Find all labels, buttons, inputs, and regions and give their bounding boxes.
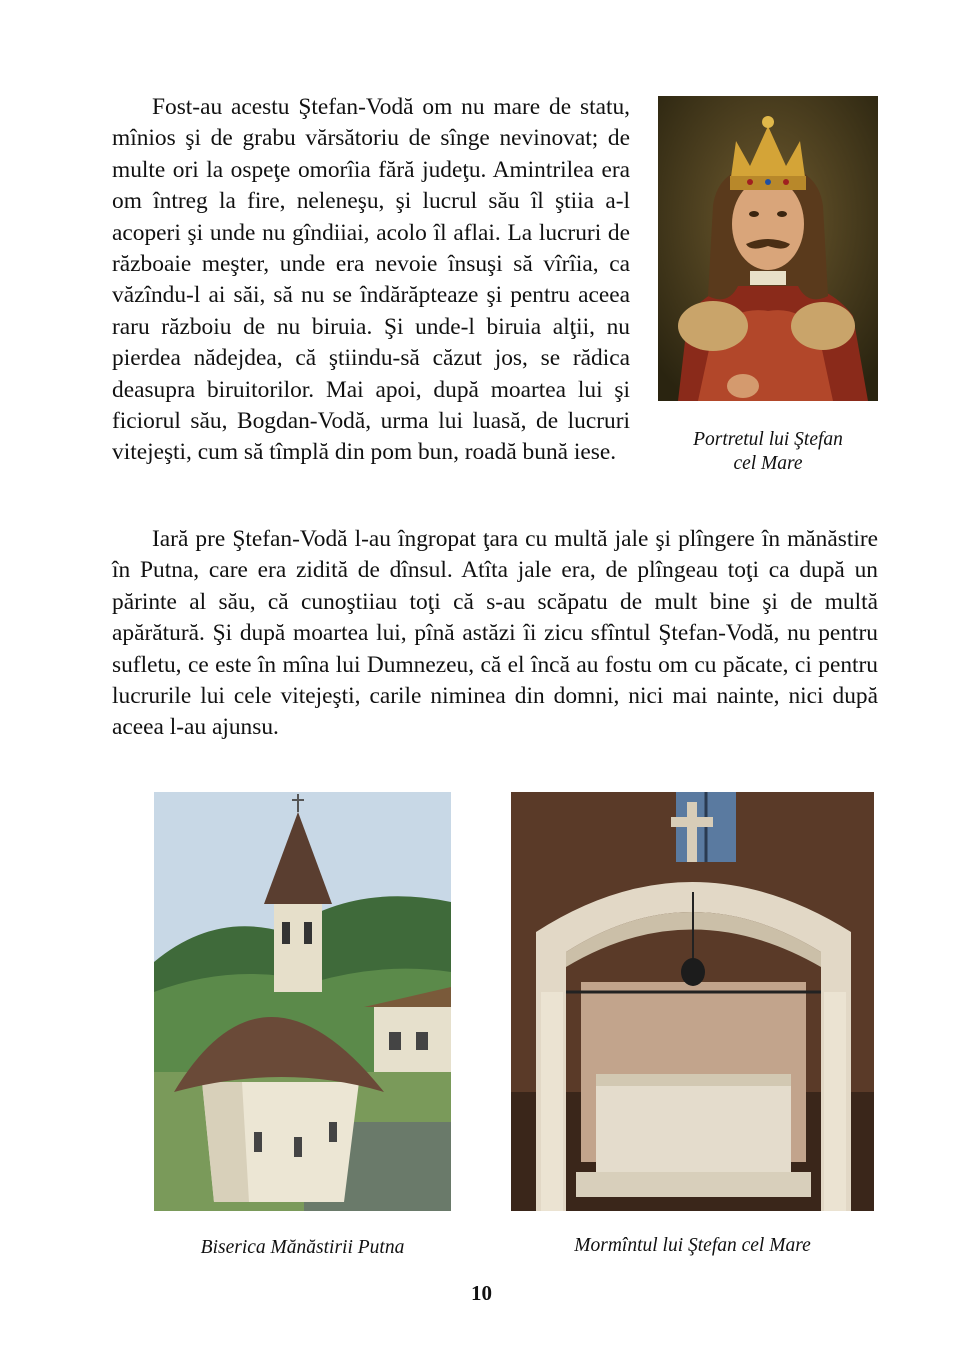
church-photo: [154, 792, 451, 1211]
paragraph-2: Iară pre Ştefan-Vodă l-au îngropat ţara cu multă jale şi plîngere în mănăstire în Putna, care era zidită de dînsul. Atîta jale era, de plîngeau toţi ca după un părinte al său, că cunoştiiau toţi că s-au scăpatu de mult bine şi de multă apărătură. Şi după moartea lui, pînă astăzi îi zicu sfîntul Ştefan-Vodă, nu pentru sufletu, ce este în mîna lui Dumnezeu, că el încă au fostu om cu păcate, ci pentru lucrurile lui cele vitejeşti, carile niminea din domni, nici mai nainte, nici după aceea l-au ajunsu.: [112, 526, 878, 741]
portrait-caption-line1: Portretul lui Ştefan: [693, 429, 843, 450]
tomb-caption: Mormîntul lui Ştefan cel Mare: [574, 1235, 811, 1256]
church-caption: Biserica Mănăstirii Putna: [200, 1237, 405, 1258]
paragraph-1: Fost-au acestu Ştefan-Vodă om nu mare de statu, mînios şi de grabu vărsătoriu de sînge nevinovat; de multe ori la ospeţe omorîia fără judeţu. Amintrilea era om întreg la fire, neleneşu, şi lucrul său îl ştiia a-l acoperi şi unde nu gîndiiai, acolo îl aflai. La lucruri de războaie meşter, unde era nevoie însuşi să vîrîia, ca văzîndu-l ai săi, să nu se îndărăpteaze şi pentru aceea raru războiu de nu biruia. Şi unde-l biruia alţii, nu pierdea nădejdea, că ştiindu-să căzut jos, se rădica deasupra biruitorilor. Mai apoi, după moartea lui şi ficiorul său, Bogdan-Vodă, urma lui luasă, de lucruri vitejeşti, cum să tîmplă din pom bun, roadă bună iese.: [112, 94, 630, 466]
portrait-caption-line2: cel Mare: [733, 453, 803, 474]
portrait-photo: [658, 96, 878, 401]
tomb-photo: [511, 792, 874, 1211]
portrait-caption: [658, 428, 878, 476]
page-number: 10: [471, 1281, 492, 1305]
